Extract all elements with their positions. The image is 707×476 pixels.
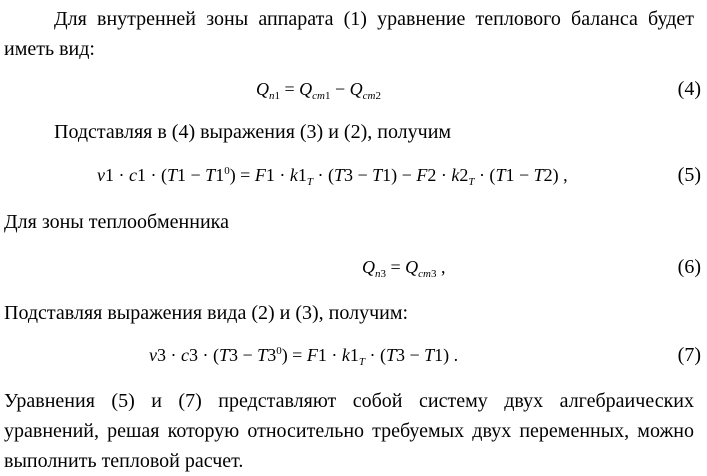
paragraph-conclusion: Уравнения (5) и (7) представляют собой систему двух алгебраических уравнений, решая которую относительно требуемых двух переменных, можно выполнить тепловой расчет. [4, 390, 694, 472]
equation-number-7: (7) [677, 344, 701, 366]
equation-5: $v1 \cdot c1 \cdot (T1 - T1^0) = F1 \cdot k1_T \cdot (T3 - T1) - F2 \cdot k2_T \cdot (T1 - T2)$ , [97, 165, 568, 188]
equation-number-6: (6) [677, 256, 701, 278]
paragraph-heat-exchanger-zone: Для зоны теплообменника [4, 211, 229, 233]
paragraph-substituting-2-3: Подставляя выражения вида (2) и (3), получим: [4, 302, 409, 324]
equation-4: $Q_{n1} = Q_{cm1} - Q_{cm2}$ [256, 79, 381, 102]
equation-number-4: (4) [677, 78, 701, 100]
paragraph-substituting-3-2: Подставляя в (4) выражения (3) и (2), получим [54, 121, 452, 143]
equation-6: $Q_{n3} = Q_{cm3}$ , [362, 257, 446, 280]
equation-number-5: (5) [677, 164, 701, 186]
paragraph-intro-inner-zone: Для внутренней зоны аппарата (1) уравнение теплового баланса будет иметь вид: [4, 8, 694, 60]
equation-7: $v3 \cdot c3 \cdot (T3 - T3^0) = F1 \cdot k1_T \cdot (T3 - T1)$ . [149, 345, 459, 368]
